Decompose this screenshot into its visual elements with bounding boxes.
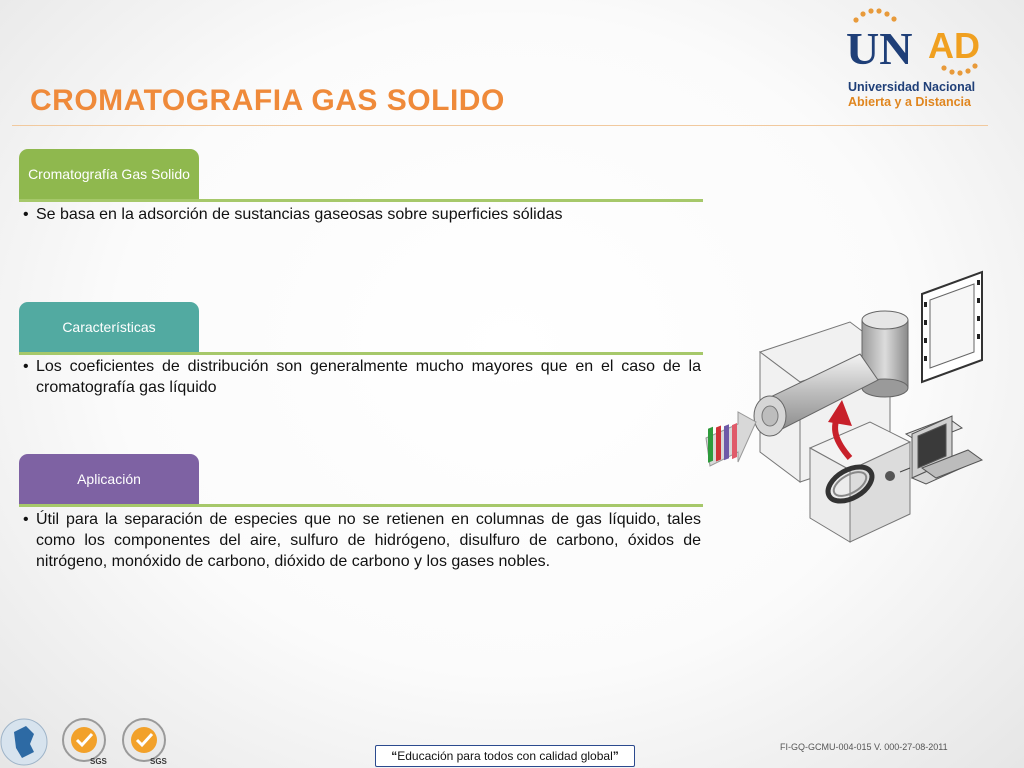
unad-logo (844, 6, 994, 112)
slogan-open-quote: “ (391, 749, 398, 763)
logo-name-line1: Universidad Nacional (848, 80, 976, 94)
document-code: FI-GQ-GCMU-004-015 V. 000-27-08-2011 (780, 742, 948, 752)
section-divider (19, 504, 703, 507)
slogan-box (375, 745, 635, 767)
logo-letters-ad: AD (928, 25, 980, 66)
seal-label: SGS (90, 757, 107, 766)
bullet-dot-icon: • (23, 206, 29, 223)
bullet-content: Se basa en la adsorción de sustancias gaseosas sobre superficies sólidas (36, 206, 563, 223)
bullet-text (21, 509, 701, 572)
logo-letters-un: UN (846, 23, 913, 74)
section-tab-aplicacion: Aplicación (19, 454, 199, 504)
slogan-text: Educación para todos con calidad global (397, 749, 613, 763)
section-tab-gas-solido: Cromatografía Gas Solido (19, 149, 199, 199)
bullet-content: Los coeficientes de distribución son generalmente mucho mayores que en el caso de la cromatografía gas líquido (36, 358, 701, 396)
logo-name-line2: Abierta y a Distancia (848, 95, 971, 109)
unad-logo-mark (844, 6, 994, 78)
certification-seals (0, 714, 180, 768)
slide-title: CROMATOGRAFIA GAS SOLIDO (30, 84, 505, 117)
bullet-dot-icon: • (23, 358, 29, 375)
quality-seal-icon (123, 719, 168, 766)
colombia-map-seal-icon (1, 719, 47, 765)
title-divider (12, 125, 988, 126)
slogan-close-quote: ” (612, 749, 619, 763)
bullet-content: Útil para la separación de especies que no se retienen en columnas de gas líquido, tales como los componentes del aire, sulfuro de hidrógeno, disulfuro de carbono, óxidos de nitrógeno, monóxido de carbono, dióxido de carbono y los gases nobles. (36, 511, 701, 570)
seal-label: SGS (150, 757, 167, 766)
bullet-text (21, 356, 701, 398)
quality-seal-icon (63, 719, 108, 766)
bullet-text (21, 204, 701, 225)
section-tab-caracteristicas: Características (19, 302, 199, 352)
section-divider (19, 199, 703, 202)
section-divider (19, 352, 703, 355)
chromatography-illustration (700, 262, 990, 548)
bullet-dot-icon: • (23, 511, 29, 528)
